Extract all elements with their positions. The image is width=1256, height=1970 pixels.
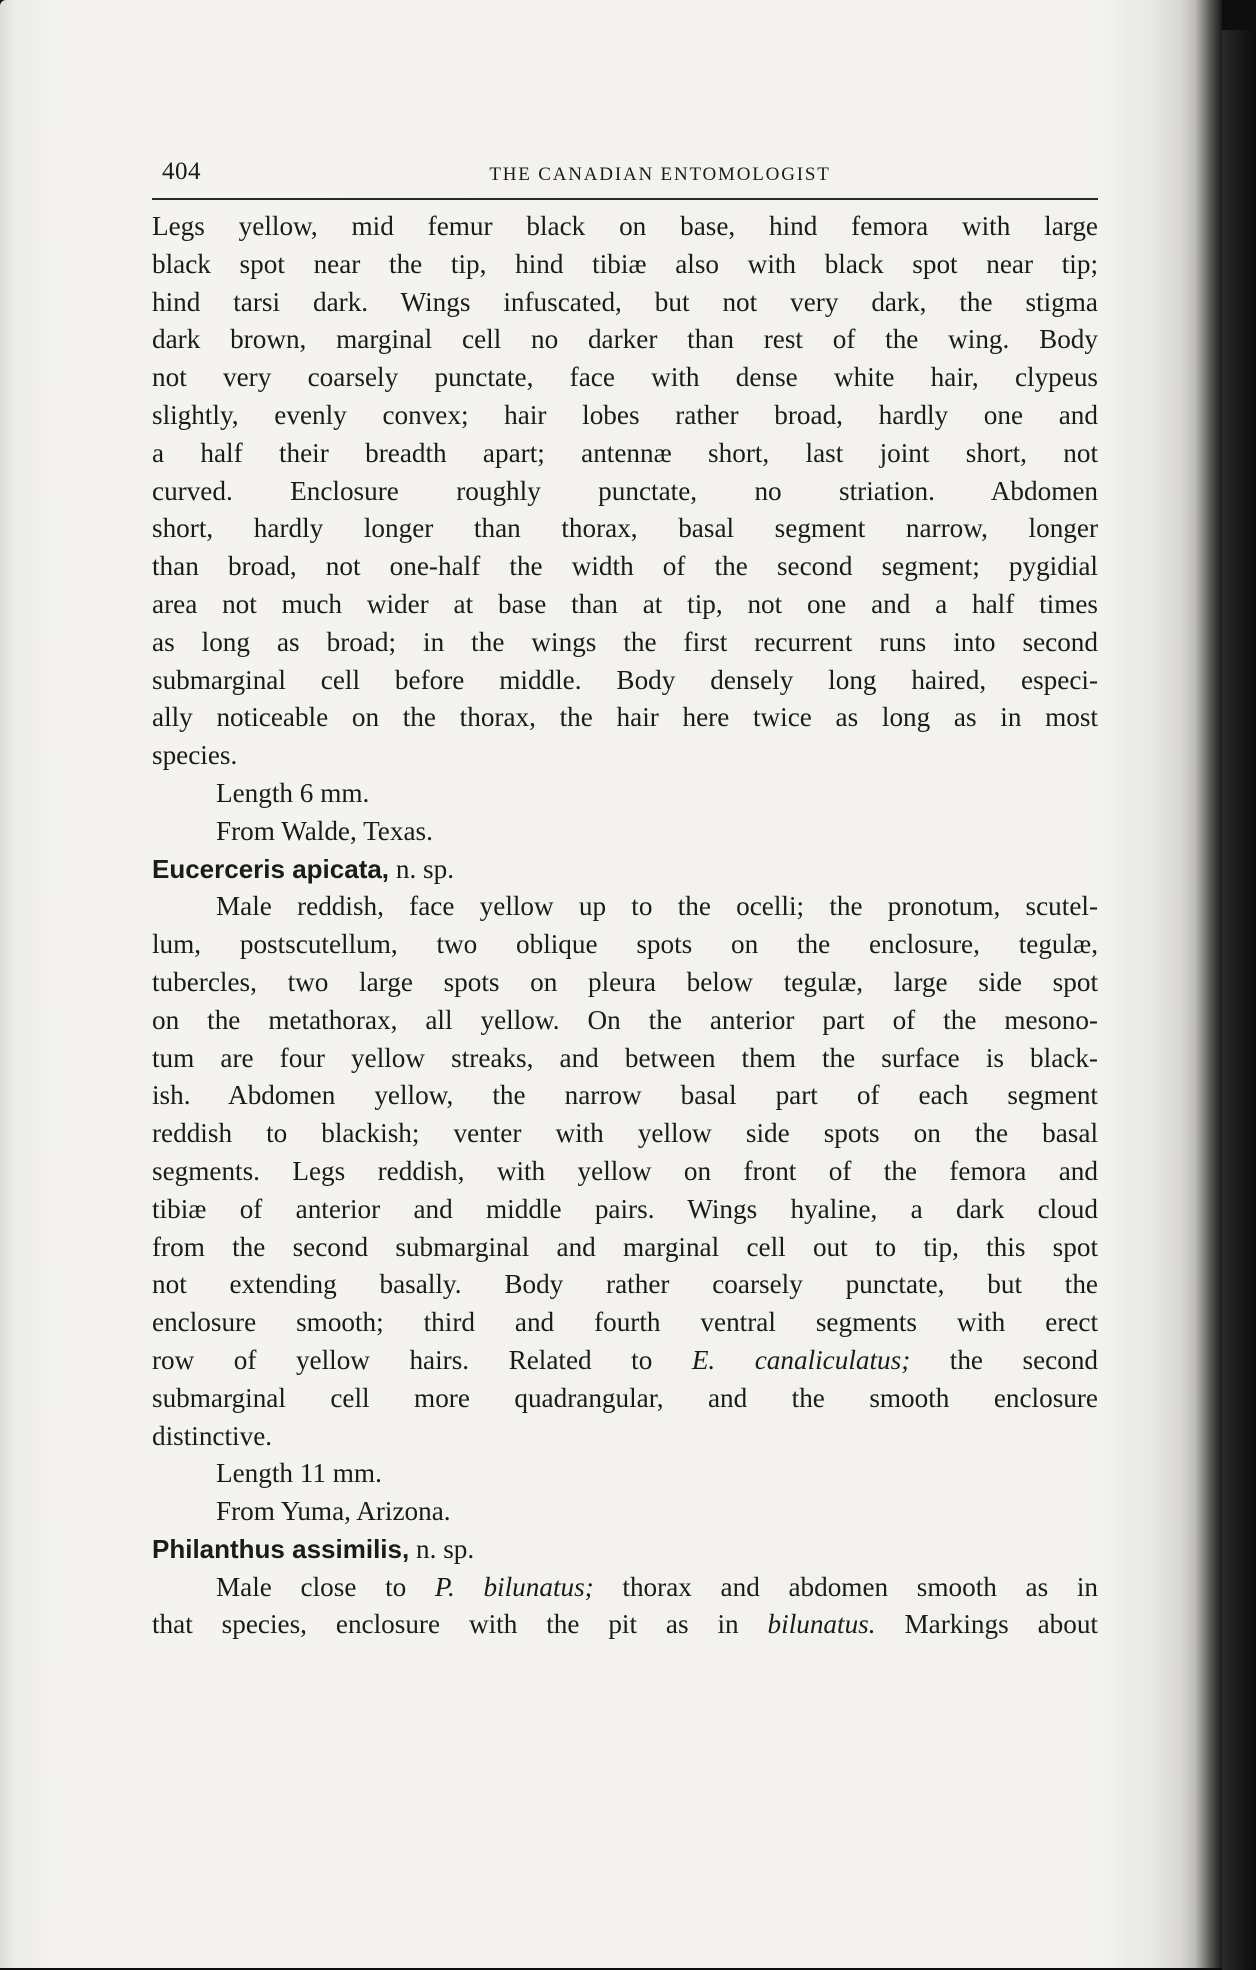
text-fragment: thorax and abdomen smooth as in	[593, 1571, 1098, 1602]
description-paragraph	[152, 208, 1098, 775]
related-rest: the second	[910, 1344, 1099, 1375]
species1-locality: From Walde, Texas.	[216, 815, 433, 846]
species2-locality: From Yuma, Arizona.	[216, 1496, 451, 1527]
related-text: row of yellow hairs. Related to	[152, 1344, 653, 1375]
text-line: distinctive.	[152, 1420, 273, 1451]
running-head	[152, 150, 1098, 200]
text-line: curved. Enclosure roughly punctate, no striation. Abdomen	[152, 475, 1098, 506]
text-line: area not much wider at base than at tip, not one and a half times	[152, 588, 1098, 619]
text-fragment: Markings about	[875, 1609, 1098, 1640]
species2-heading	[152, 851, 1098, 889]
species2-suffix: n. sp.	[389, 853, 455, 884]
text-line: lum, postscutellum, two oblique spots on the enclosure, tegulæ,	[152, 929, 1098, 960]
text-line: not extending basally. Body rather coarsely punctate, but the	[152, 1269, 1098, 1300]
species3-name: Philanthus assimilis,	[152, 1533, 410, 1564]
text-line: not very coarsely punctate, face with dense white hair, clypeus	[152, 362, 1098, 393]
species3-description	[152, 1569, 1098, 1645]
text-line: slightly, evenly convex; hair lobes rather broad, hardly one and	[152, 399, 1098, 430]
related-species-italic: E. canaliculatus;	[691, 1344, 911, 1375]
page-content	[152, 150, 1098, 1644]
text-line: segments. Legs reddish, with yellow on front of the femora and	[152, 1155, 1098, 1186]
text-line: ally noticeable on the thorax, the hair here twice as long as in most	[152, 702, 1098, 733]
text-line: reddish to blackish; venter with yellow side spots on the basal	[152, 1118, 1098, 1149]
text-line: as long as broad; in the wings the first recurrent runs into second	[152, 626, 1098, 657]
book-spine	[1222, 30, 1256, 1970]
species2-description	[152, 888, 1098, 1455]
text-line: submarginal cell more quadrangular, and the smooth enclosure	[152, 1382, 1098, 1413]
text-fragment: Male close to	[216, 1571, 435, 1602]
page-number: 404	[162, 158, 201, 185]
species-italic: P. bilunatus;	[434, 1571, 594, 1602]
text-line: species.	[152, 740, 238, 771]
text-line: short, hardly longer than thorax, basal segment narrow, longer	[152, 513, 1098, 544]
text-line: submarginal cell before middle. Body densely long haired, especi-	[152, 664, 1098, 695]
text-line: from the second submarginal and marginal cell out to tip, this spot	[152, 1231, 1098, 1262]
text-line: than broad, not one-half the width of the second segment; pygidial	[152, 551, 1098, 582]
text-line: black spot near the tip, hind tibiæ also with black spot near tip;	[152, 248, 1098, 279]
text-line: Male reddish, face yellow up to the ocelli; the pronotum, scutel-	[216, 891, 1098, 922]
text-line: hind tarsi dark. Wings infuscated, but not very dark, the stigma	[152, 286, 1098, 317]
text-line: dark brown, marginal cell no darker than rest of the wing. Body	[152, 324, 1098, 355]
text-line: Legs yellow, mid femur black on base, hind femora with large	[152, 211, 1098, 241]
text-line: tubercles, two large spots on pleura below tegulæ, large side spot	[152, 966, 1098, 997]
text-line: enclosure smooth; third and fourth ventral segments with erect	[152, 1307, 1098, 1338]
text-line: tibiæ of anterior and middle pairs. Wings hyaline, a dark cloud	[152, 1193, 1098, 1224]
text-line	[152, 1606, 1098, 1644]
species1-length: Length 6 mm.	[216, 777, 370, 808]
species-italic: bilunatus.	[767, 1609, 876, 1640]
text-line: ish. Abdomen yellow, the narrow basal part of each segment	[152, 1080, 1098, 1111]
species3-suffix: n. sp.	[409, 1533, 475, 1564]
species2-length: Length 11 mm.	[216, 1458, 382, 1489]
text-fragment: that species, enclosure with the pit as in	[152, 1609, 768, 1640]
journal-title: THE CANADIAN ENTOMOLOGIST	[489, 164, 831, 185]
species2-name: Eucerceris apicata,	[152, 853, 390, 884]
text-line: on the metathorax, all yellow. On the anterior part of the mesono-	[152, 1004, 1098, 1035]
text-line	[152, 1569, 1098, 1607]
text-line	[152, 1342, 1098, 1380]
text-line: a half their breadth apart; antennæ short, last joint short, not	[152, 437, 1098, 468]
species3-heading	[152, 1531, 1098, 1569]
text-line: tum are four yellow streaks, and between them the surface is black-	[152, 1042, 1098, 1073]
